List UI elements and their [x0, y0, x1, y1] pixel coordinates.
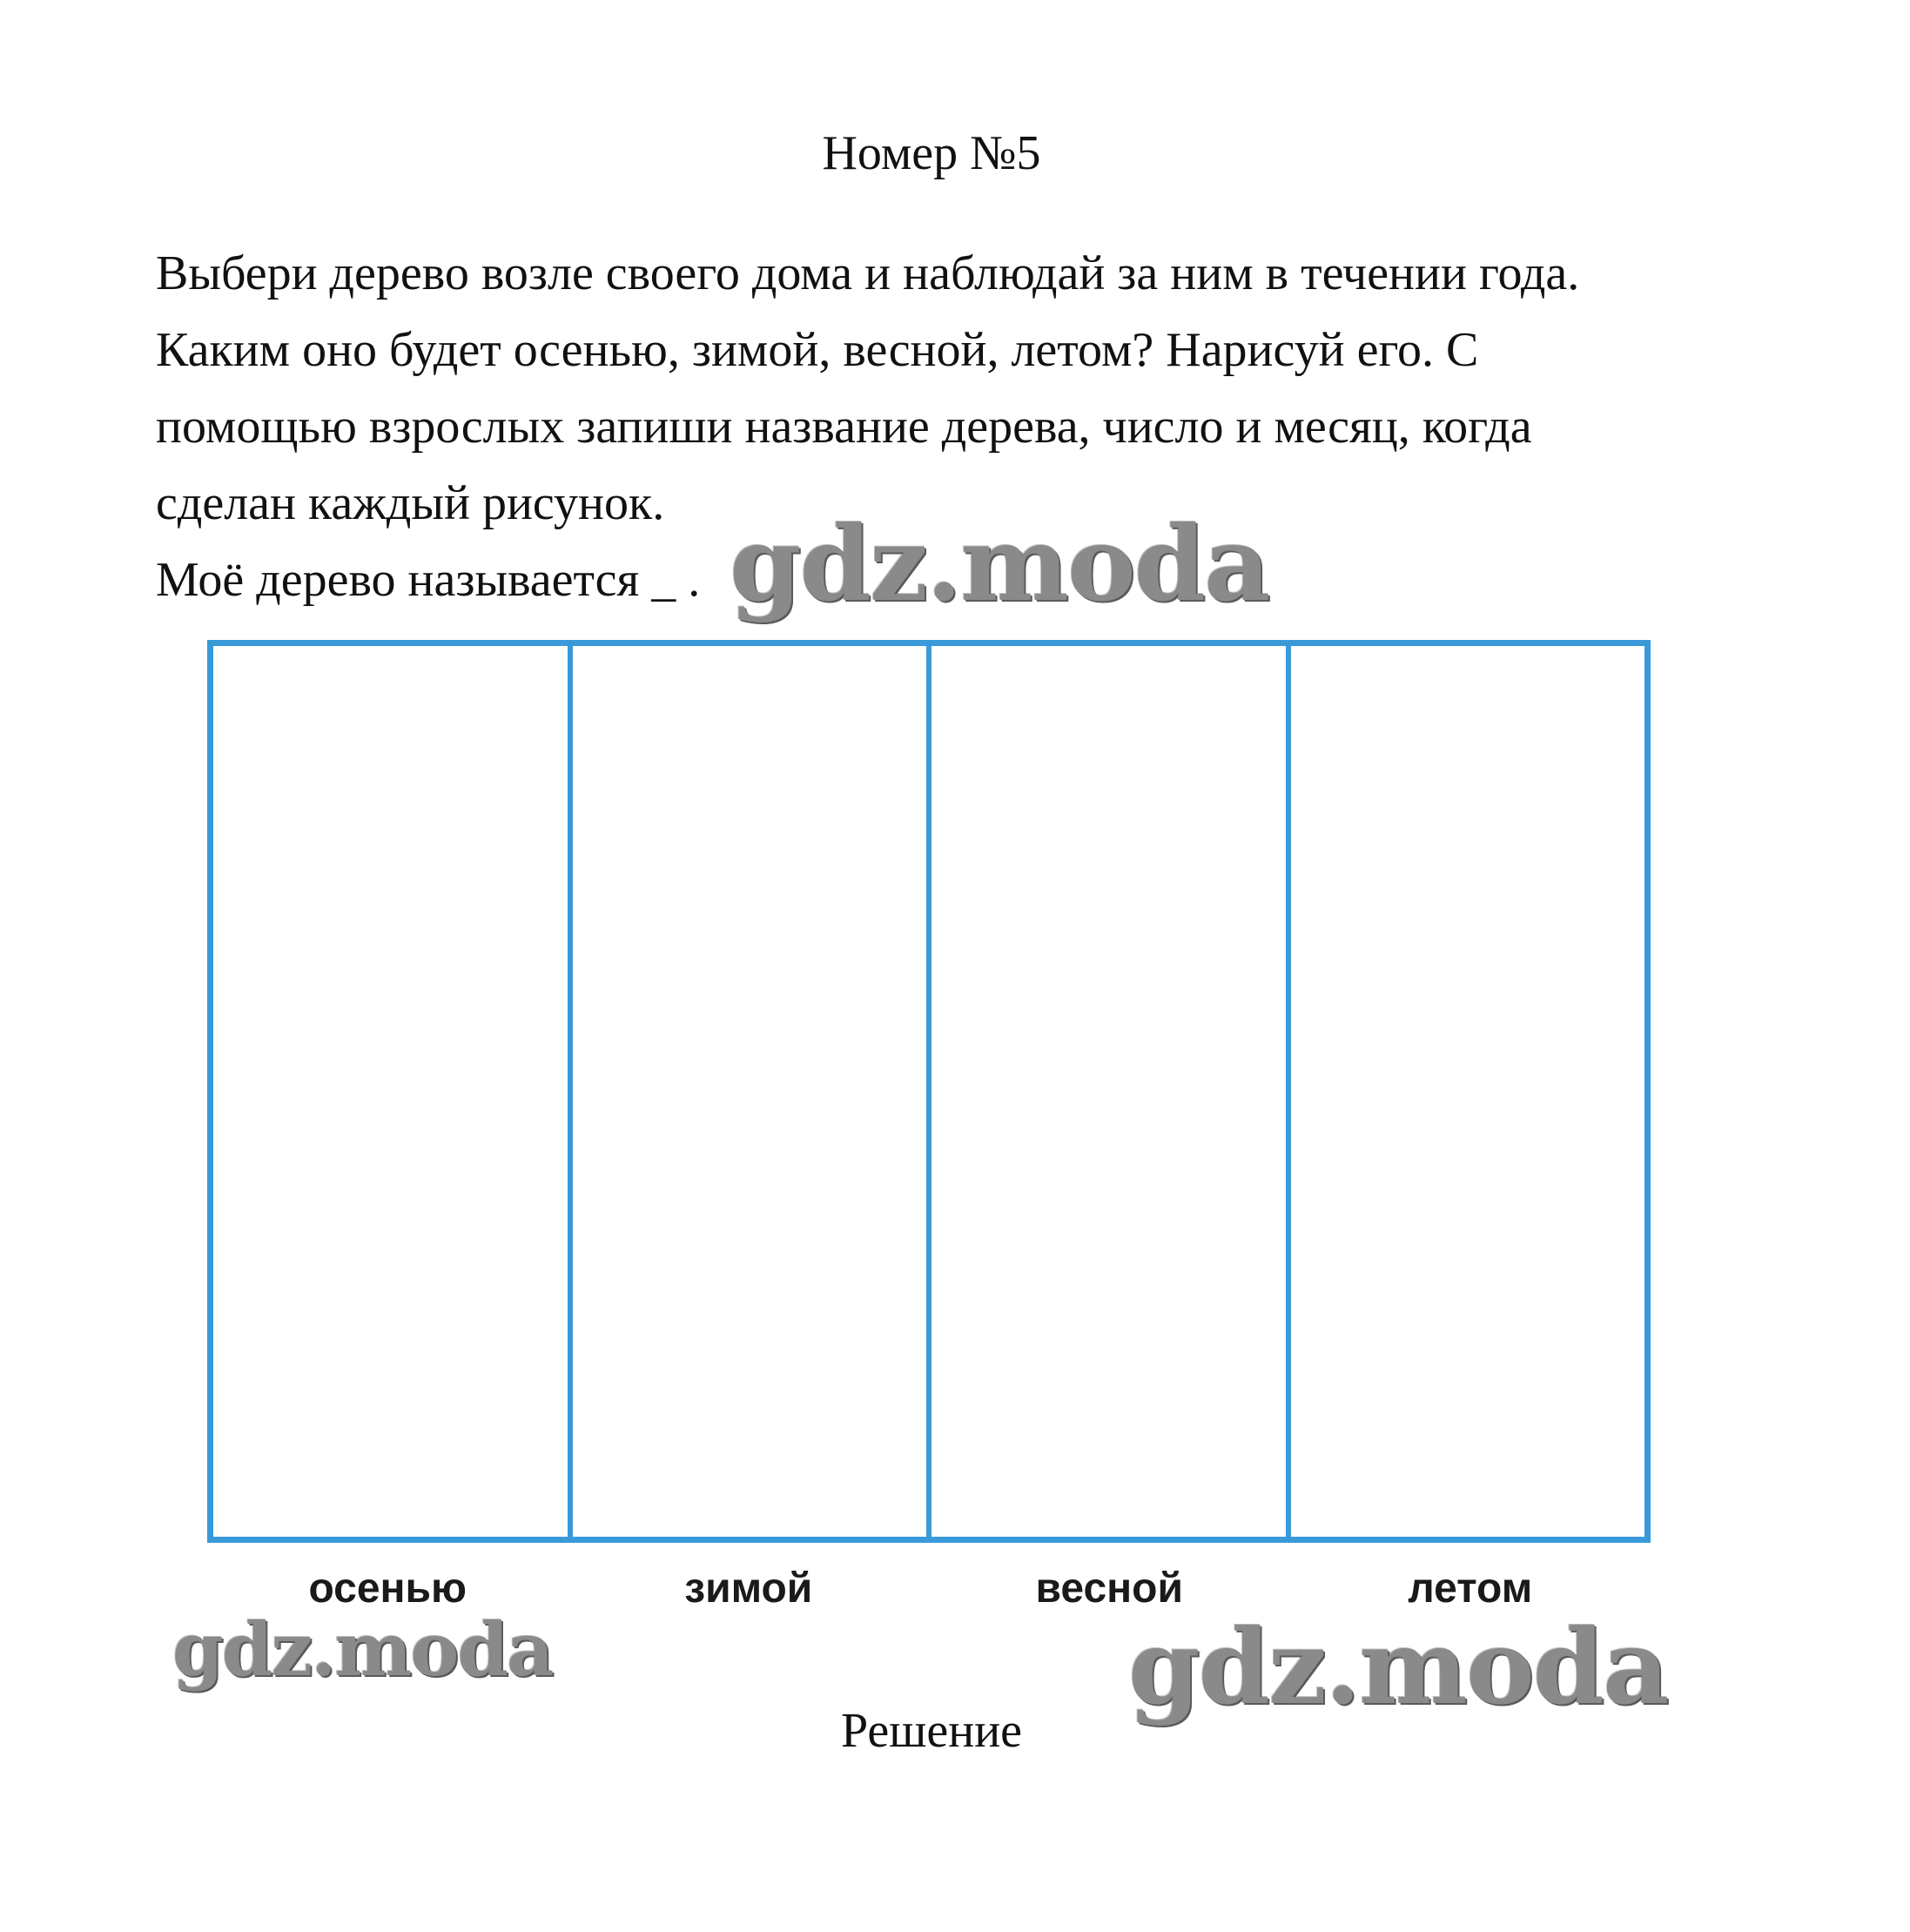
watermark-logo: gdz.moda: [730, 503, 1269, 624]
drawing-cell-spring[interactable]: [931, 646, 1291, 1537]
drawing-cell-summer[interactable]: [1291, 646, 1645, 1537]
task-line: Каким оно будет осенью, зимой, весной, летом? Нарисуй его. С: [156, 323, 1479, 377]
tree-name-line: Моё дерево называется _ .: [156, 553, 701, 607]
watermark-logo: gdz.moda: [172, 1606, 553, 1693]
task-line: Выбери дерево возле своего дома и наблюдай за ним в течении года.: [156, 246, 1580, 300]
season-label-winter: зимой: [684, 1565, 813, 1612]
watermark-logo: gdz.moda: [1128, 1606, 1668, 1727]
drawing-cell-winter[interactable]: [573, 646, 932, 1537]
task-line: сделан каждый рисунок.: [156, 476, 665, 530]
page-title: Номер №5: [822, 126, 1041, 180]
solution-heading: Решение: [840, 1704, 1023, 1758]
task-line: помощью взрослых запиши название дерева, число и месяц, когда: [156, 400, 1532, 454]
season-label-spring: весной: [1035, 1565, 1183, 1612]
season-label-summer: летом: [1408, 1565, 1533, 1612]
drawing-frame: [207, 640, 1651, 1543]
season-label-autumn: осенью: [308, 1565, 467, 1612]
drawing-cell-autumn[interactable]: [213, 646, 573, 1537]
